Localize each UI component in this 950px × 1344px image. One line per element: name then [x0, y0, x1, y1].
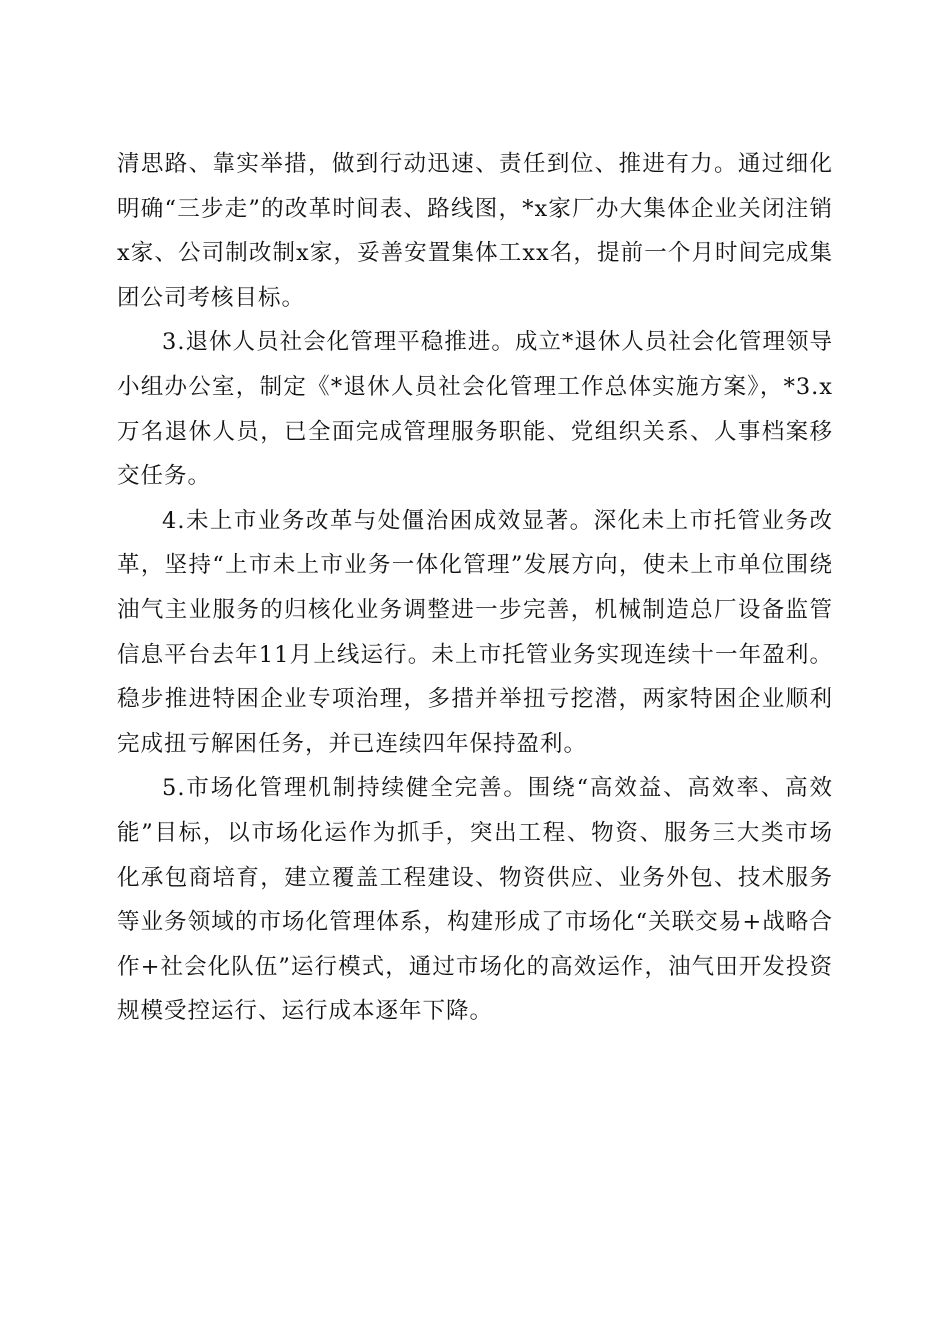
paragraph-unlisted-business-reform: 4.未上市业务改革与处僵治困成效显著。深化未上市托管业务改革，坚持“上市未上市业务一体化管理”发展方向，使未上市单位围绕油气主业服务的归核化业务调整进一步完善，机械制造总厂设备监管信息平台去年11月上线运行。未上市托管业务实现连续十一年盈利。稳步推进特困企业专项治理，多措并举扭亏挖潜，两家特困企业顺利完成扭亏解困任务，并已连续四年保持盈利。 — [117, 507, 833, 757]
paragraph-continuation: 清思路、靠实举措，做到行动迅速、责任到位、推进有力。通过细化明确“三步走”的改革时间表、路线图，*x家厂办大集体企业关闭注销x家、公司制改制x家，妥善安置集体工xx名，提前一个月时间完成集团公司考核目标。 — [117, 151, 833, 311]
paragraph-retiree-management: 3.退休人员社会化管理平稳推进。成立*退休人员社会化管理领导小组办公室，制定《*退休人员社会化管理工作总体实施方案》，*3.x万名退休人员，已全面完成管理服务职能、党组织关系、人事档案移交任务。 — [117, 329, 833, 490]
paragraph-market-mechanism: 5.市场化管理机制持续健全完善。围绕“高效益、高效率、高效能”目标，以市场化运作为抓手，突出工程、物资、服务三大类市场化承包商培育，建立覆盖工程建设、物资供应、业务外包、技术服务等业务领域的市场化管理体系，构建形成了市场化“关联交易+战略合作+社会化队伍”运行模式，通过市场化的高效运作，油气田开发投资规模受控运行、运行成本逐年下降。 — [117, 775, 833, 1025]
document-page — [117, 142, 833, 1034]
